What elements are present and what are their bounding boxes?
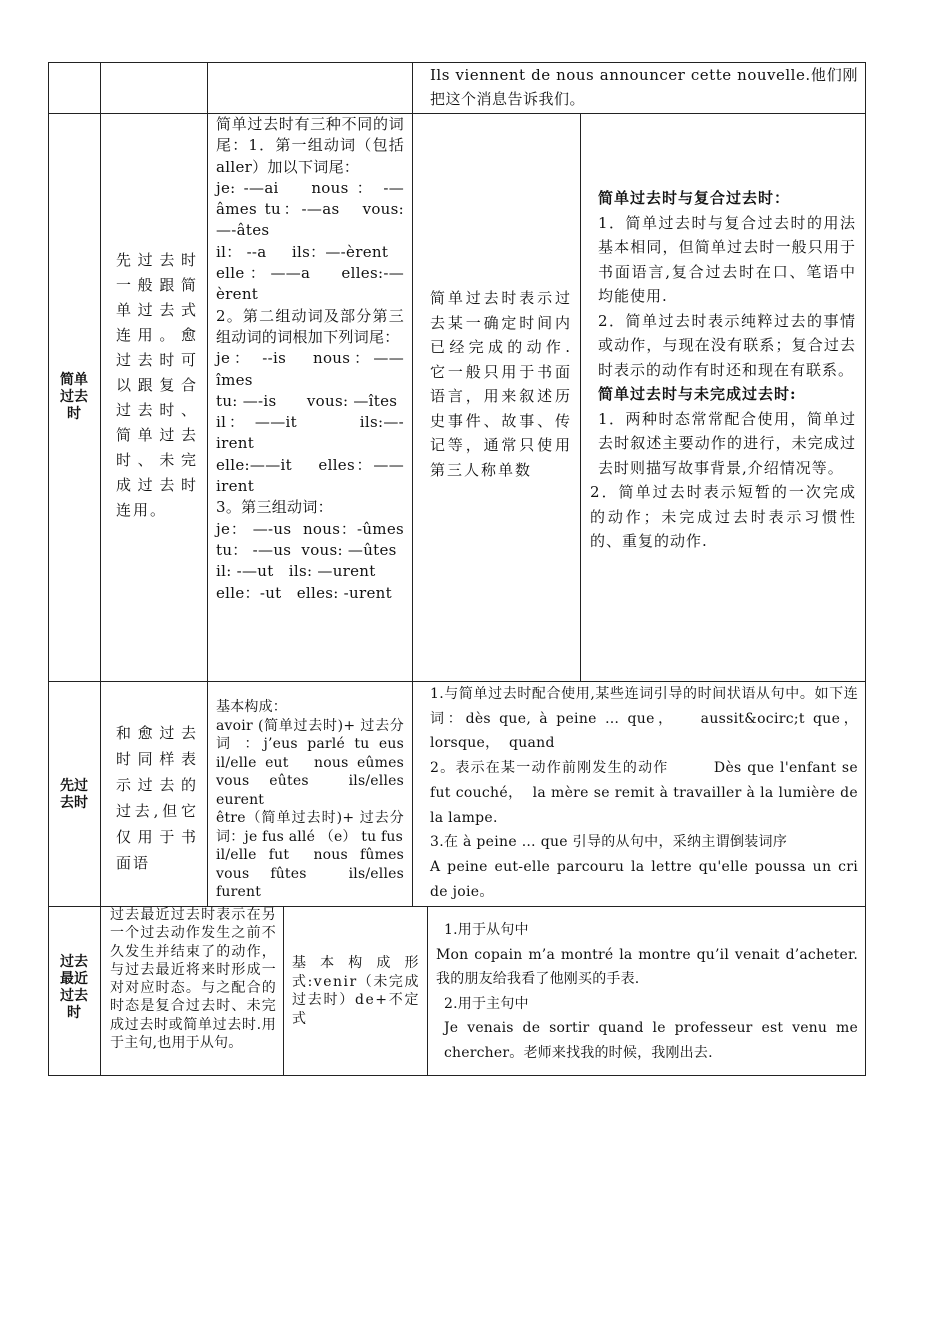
row1-col3-line: il： --a ils：—-èrent	[216, 242, 389, 261]
row2-col3-line: 基本构成：	[216, 699, 287, 715]
row2-label: 先过去时	[60, 778, 88, 811]
row1-col3-line: tu: —-is vous: —îtes	[216, 391, 398, 410]
row1-col3-line: 2。第二组动词及部分第三组动词的词根加下列词尾：	[216, 306, 404, 346]
row1-col3-line: 3。第三组动词：	[216, 498, 333, 517]
row3-col4-text	[436, 918, 863, 1065]
row0-example: Ils viennent de nous announcer cette nouvelle.他们刚把这个消息告诉我们。	[430, 66, 858, 108]
row3-col4-heading: 2.用于主句中	[444, 995, 529, 1012]
row2-col3-text	[216, 698, 414, 902]
row1-col3-line: je： --is nous：——îmes	[216, 349, 404, 389]
row3-col4-heading: 1.用于从句中	[444, 922, 529, 938]
row1-col3-line: 简单过去时有三种不同的词尾：1．第一组动词（包括 aller）加以下词尾：	[216, 115, 410, 176]
row3-col3-text: 基本构成形式:venir（未完成过去时）de+不定式	[292, 955, 420, 1027]
row1-col3-line: je： —-us nous：-ûmes tu： -—us vous: —ûtes	[216, 519, 410, 559]
row1-col5-text	[590, 186, 856, 554]
row2-col2-text: 和愈过去时同样表示过去的过去,但它仅用于书面语	[116, 724, 198, 872]
row1-col3-line: elle：-ut elles: -urent	[216, 583, 392, 602]
row1-col4-text: 简单过去时表示过去某一确定时间内已经完成的动作.它一般只用于书面语言，用来叙述历史事件、故事、传记等，通常只使用第三人称单数	[430, 289, 572, 479]
row1-col3-text	[216, 114, 410, 604]
row3-col4-example: Mon copain m’a montré la montre qu’il venait d’acheter.我的朋友给我看了他刚买的手表.	[436, 946, 858, 987]
row0-cell2	[100, 62, 208, 114]
row1-label: 简单过去时	[60, 372, 88, 422]
row2-col3-line: être（简单过去时)+ 过去分词：je fus allé （e） tu fus	[216, 810, 404, 845]
col5-heading1: 简单过去时与复合过去时：	[598, 189, 791, 207]
row3-col2-text: 过去最近过去时表示在另一个过去动作发生之前不久发生并结束了的动作，与过去最近将来时形成一对对应时态。与之配合的时态是复合过去时、未完成过去时或简单过去时.用于主句,也用于从句。	[110, 907, 276, 1052]
row1-col3-line: elle:——it elles：——irent	[216, 455, 404, 496]
row3-label: 过去最近过去时	[60, 954, 88, 1021]
col5-paragraph: 1．简单过去时与复合过去时的用法基本相同，但简单过去时一般只用于书面语言,复合过去时在口、笔语中均能使用.	[598, 213, 856, 305]
row1-col3-line: il: -—ut ils: —urent	[216, 562, 376, 581]
row0-cell3	[207, 62, 413, 114]
row2-col4-line: 2。表示在某一动作前刚发生的动作 Dès que l'enfant se fut couché， la mère se remit à travailler à la lumière de la lampe.	[430, 760, 863, 826]
row3-col4-example: Je venais de sortir quand le professeur est venu me chercher。老师来找我的时候，我刚出去.	[444, 1020, 863, 1061]
row1-col3-line: il： ——it ils:—-irent	[216, 413, 404, 453]
col5-paragraph: 2．简单过去时表示短暂的一次完成的动作；未完成过去时表示习惯性的、重复的动作.	[590, 483, 856, 550]
row2-col3-line: avoir (简单过去时)+ 过去分词 ：j’eus parlé tu eus il/elle eut nous eûmes vous eûtes ils/elles eurent	[216, 717, 409, 808]
row2-col3-line: il/elle fut nous fûmes vous fûtes ils/elles furent	[216, 847, 414, 900]
col5-heading2: 简单过去时与未完成过去时:	[598, 385, 797, 403]
row1-col3-line: je: -—ai nous ： -—âmes tu：-—as vous: —-âtes	[216, 178, 410, 240]
col5-paragraph: 2．简单过去时表示纯粹过去的事情或动作，与现在没有联系；复合过去时表示的动作有时还和现在有联系。	[598, 311, 856, 379]
row2-col4-line: A peine eut-elle parcouru la lettre qu'elle poussa un cri de joie。	[430, 858, 863, 900]
row1-col2-text: 先过去时一般跟简单过去式连用。愈过去时可以跟复合过去时、简单过去时、未完成过去时连用。	[116, 251, 198, 519]
row2-col4-text	[430, 682, 868, 904]
row2-col4-line: 3.在 à peine … que 引导的从句中，采纳主谓倒装词序	[430, 834, 788, 851]
col5-paragraph: 1．两种时态常常配合使用，简单过去时叙述主要动作的进行，未完成过去时则描写故事背景,介绍情况等。	[598, 409, 856, 477]
row2-col4-line: 1.与简单过去时配合使用,某些连词引导的时间状语从句中。如下连词：dès que, à peine … que， aussit&ocirc;t que， lorsque， quand	[430, 686, 868, 752]
row0-cell1	[48, 62, 101, 114]
row1-col3-line: elle：——a elles:-—èrent	[216, 264, 404, 304]
